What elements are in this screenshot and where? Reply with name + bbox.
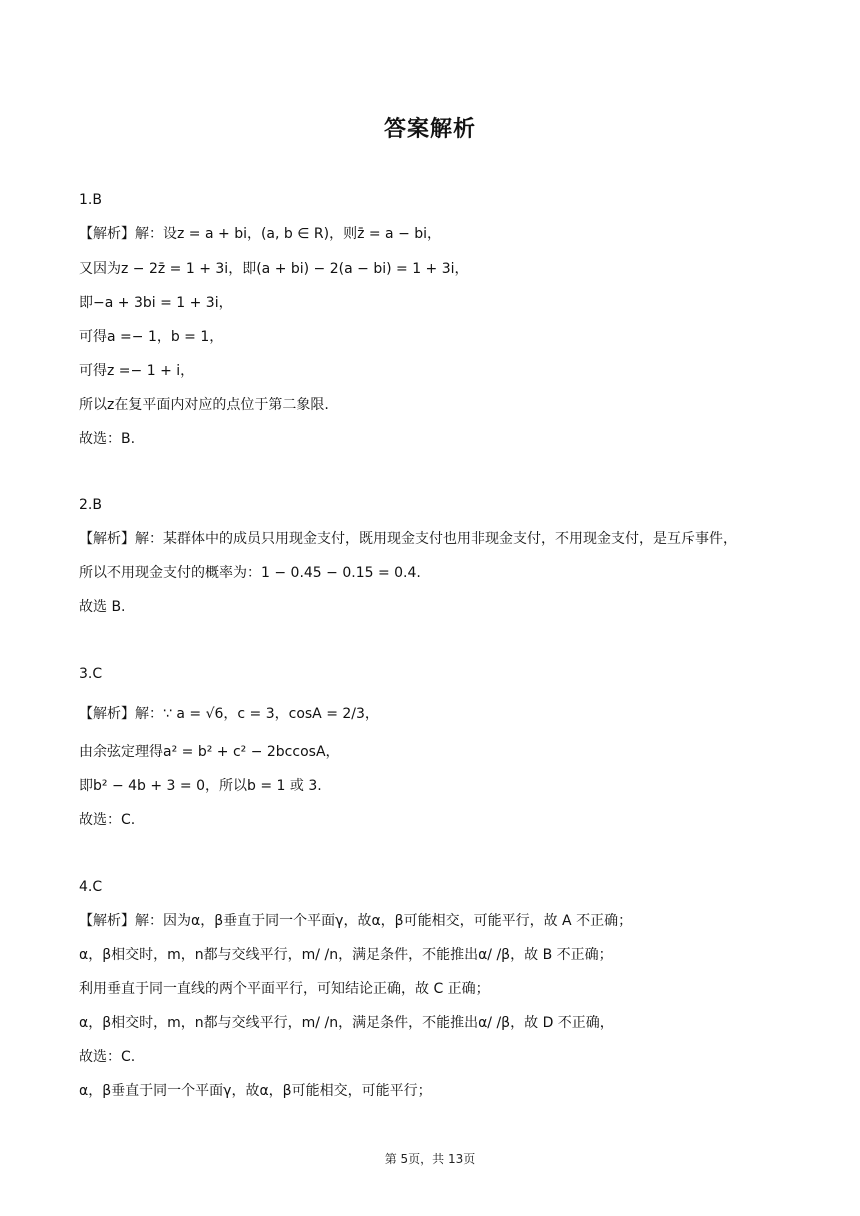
text-line: 可得a =− 1，b = 1，: [79, 329, 224, 345]
text-line: 所以不用现金支付的概率为：1 − 0.45 − 0.15 = 0.4.: [79, 565, 421, 581]
text-line: 【解析】解：某群体中的成员只用现金支付，既用现金支付也用非现金支付，不用现金支付，是互斥事件，: [79, 531, 737, 547]
text-line: 4.C: [79, 879, 103, 895]
text-line: 【解析】解：∵ a = √6，c = 3，cosA = 2/3，: [79, 706, 379, 722]
text-line: 由余弦定理得a² = b² + c² − 2bccosA，: [79, 744, 340, 760]
text-line: 故选 B.: [79, 599, 126, 615]
text-line: 2.B: [79, 497, 102, 513]
text-line: 3.C: [79, 666, 103, 682]
text-line: 又因为z − 2z̄ = 1 + 3i，即(a + bi) − 2(a − bi) = 1 + 3i，: [79, 261, 469, 277]
text-line: 即−a + 3bi = 1 + 3i，: [79, 295, 233, 311]
text-line: 故选：C.: [79, 1049, 136, 1065]
text-line: 【解析】解：设z = a + bi，(a, b ∈ R)，则z̄ = a − bi，: [79, 226, 442, 242]
page-title: 答案解析: [383, 117, 476, 142]
text-line: 1.B: [79, 192, 102, 208]
text-line: α，β相交时，m，n都与交线平行，m/ /n，满足条件，不能推出α/ /β，故 B 不正确；: [79, 947, 613, 963]
text-line: 故选：C.: [79, 812, 136, 828]
text-line: α，β相交时，m，n都与交线平行，m/ /n，满足条件，不能推出α/ /β，故 D 不正确，: [79, 1015, 614, 1031]
text-line: 故选：B.: [79, 431, 136, 447]
text-line: α，β垂直于同一个平面γ，故α，β可能相交，可能平行；: [79, 1083, 432, 1099]
text-line: 可得z =− 1 + i，: [79, 363, 195, 379]
text-line: 所以z在复平面内对应的点位于第二象限.: [79, 397, 329, 413]
text-line: 利用垂直于同一直线的两个平面平行，可知结论正确，故 C 正确；: [79, 981, 490, 997]
page-footer: 第 5页，共 13页: [384, 1152, 476, 1166]
text-line: 【解析】解：因为α，β垂直于同一个平面γ，故α，β可能相交，可能平行，故 A 不正确；: [79, 913, 633, 929]
text-line: 即b² − 4b + 3 = 0，所以b = 1 或 3.: [79, 778, 322, 794]
